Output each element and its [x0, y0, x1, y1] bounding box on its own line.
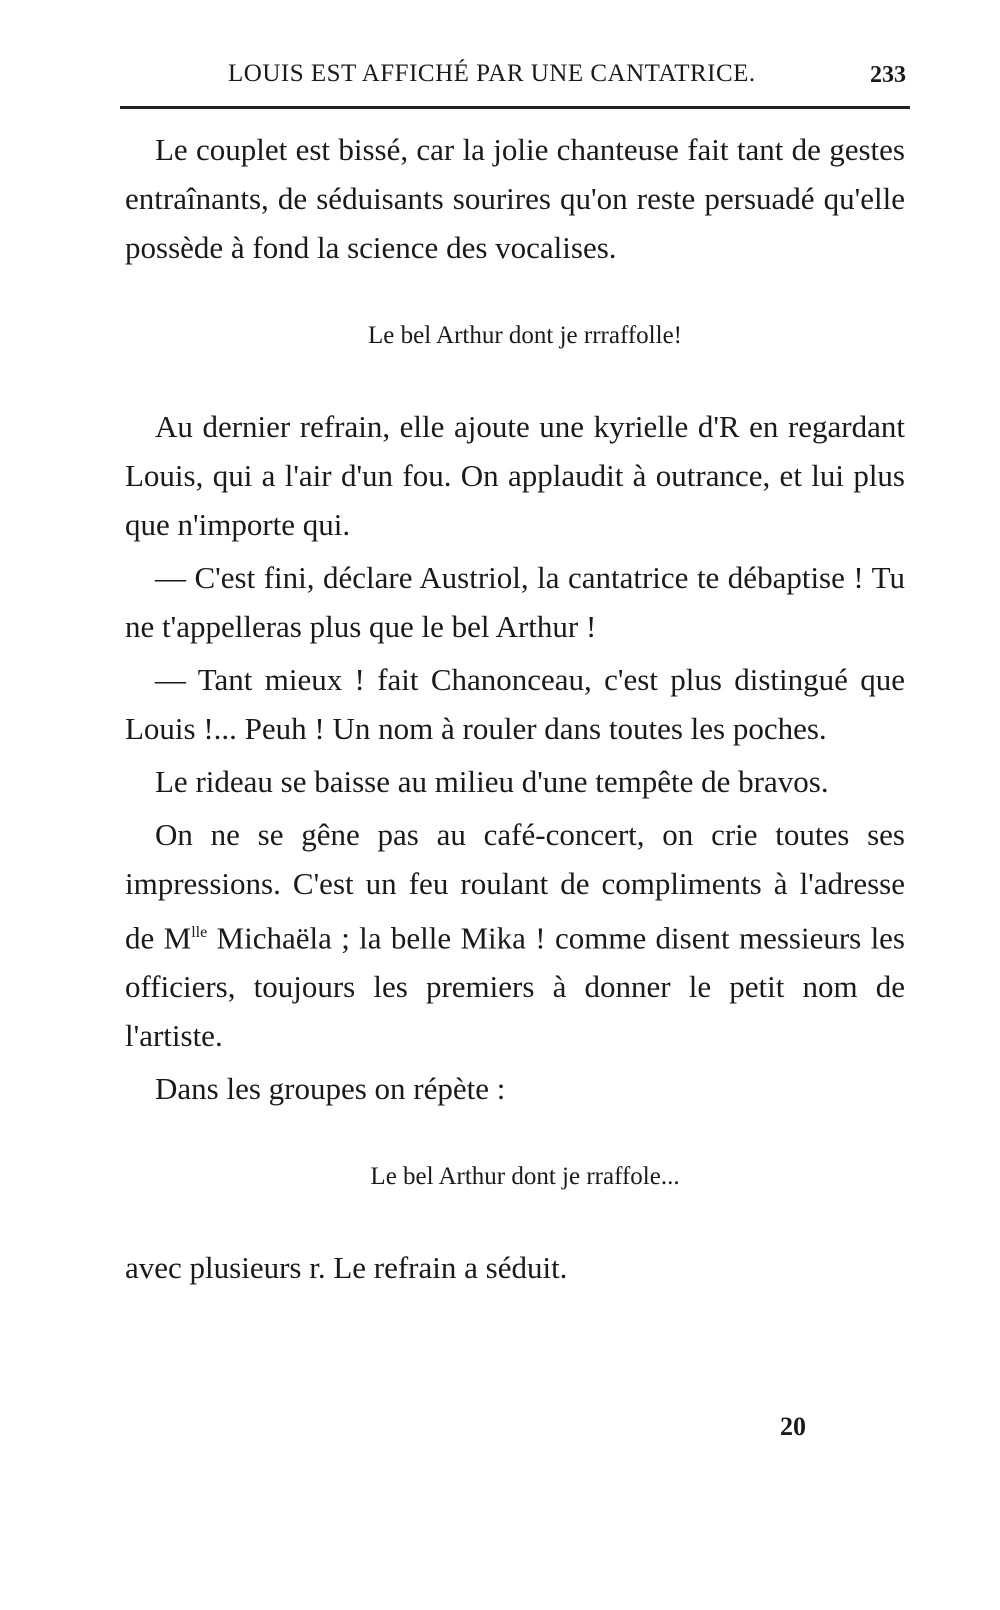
verse-quote-2: Le bel Arthur dont je rraffole...	[370, 1163, 680, 1191]
paragraph-6-superscript: lle	[191, 924, 208, 941]
paragraph-7: Dans les groupes on répète :	[155, 1071, 506, 1107]
body-text	[125, 125, 905, 1296]
paragraph-3: — C'est fini, déclare Austriol, la cantatrice te débaptise ! Tu ne t'appelleras plus que le bel Arthur !	[125, 560, 905, 644]
running-head	[120, 60, 906, 100]
paragraph-6	[125, 810, 905, 1060]
paragraph-8: avec plusieurs r. Le refrain a séduit.	[125, 1250, 568, 1286]
header-rule	[120, 106, 910, 109]
page-number: 233	[870, 62, 906, 88]
paragraph-5: Le rideau se baisse au milieu d'une tempête de bravos.	[155, 764, 829, 799]
signature-mark: 20	[780, 1412, 806, 1441]
verse-quote-1: Le bel Arthur dont je rrraffolle!	[367, 322, 682, 349]
paragraph-2: Au dernier refrain, elle ajoute une kyrielle d'R en regardant Louis, qui a l'air d'un fou. On applaudit à outrance, et lui plus que n'importe qui.	[125, 409, 905, 542]
paragraph-6-part-2: Michaëla ; la belle Mika ! comme disent messieurs les officiers, toujours les premiers à donner le petit nom de l'artiste.	[125, 920, 905, 1054]
paragraph-4: — Tant mieux ! fait Chanonceau, c'est plus distingué que Louis !... Peuh ! Un nom à rouler dans toutes les poches.	[125, 662, 905, 746]
running-title: LOUIS EST AFFICHÉ PAR UNE CANTATRICE.	[228, 60, 756, 87]
paragraph-6-part-1: On ne se gêne pas au café-concert, on crie toutes ses impressions. C'est un feu roulant de compliments à l'adresse de M	[125, 817, 905, 956]
paragraph-1: Le couplet est bissé, car la jolie chanteuse fait tant de gestes entraînants, de séduisants sourires qu'on reste persuadé qu'elle possède à fond la science des vocalises.	[125, 132, 905, 265]
